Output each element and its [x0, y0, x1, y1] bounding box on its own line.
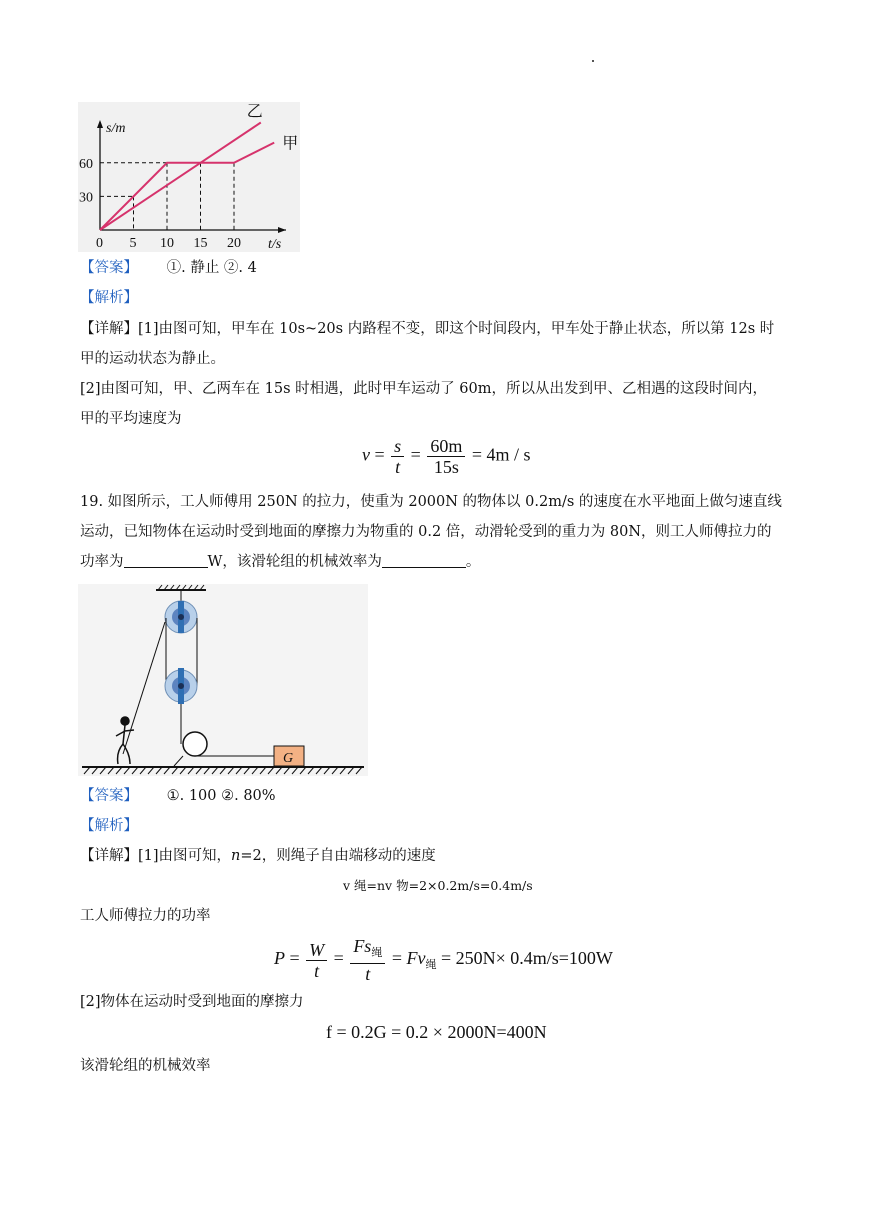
x-tick-label-10: 10 [160, 236, 174, 251]
fixed-pulley [165, 601, 197, 633]
detail-line-4: 甲的平均速度为 [80, 411, 182, 427]
y-tick-label-30: 30 [79, 190, 93, 206]
series-label-0: 甲 [282, 133, 299, 153]
distance-time-chart [78, 102, 300, 252]
power-formula: P = $\frac{W}{t}$ = $\frac{Fs_绳}{t}$ = $Fv_绳 = 250N\times 0.4m/s=100W$ [274, 936, 613, 984]
answer-blank-2 [382, 553, 466, 568]
question-19-line-2: 运动，已知物体在运动时受到地面的摩擦力为物重的 0.2 倍，动滑轮受到的重力为 80N，则工人师傅拉力的 [80, 524, 772, 540]
analysis-tag: 【解析】 [80, 290, 138, 306]
block-label: G [283, 751, 294, 766]
pulley-diagram [78, 584, 368, 776]
x-axis-label: t/s [268, 237, 282, 252]
detail2-line-3: [2]物体在运动时受到地面的摩擦力 [80, 994, 304, 1010]
question-19-line-1: 19. 如图所示，工人师傅用 250N 的拉力，使重为 2000N 的物体以 0.2m/s 的速度在水平地面上做匀速直线 [80, 494, 782, 510]
x-tick-label-20: 20 [227, 236, 241, 251]
velocity-formula: v = $\frac{s}{t}$ = $\frac{60m}{15s}$ = 4m / s [362, 436, 531, 477]
question-19-line-3: 功率为 W，该滑轮组的机械效率为 。 [80, 554, 481, 570]
answer-tag: 【答案】 [80, 260, 138, 276]
answer-line-2 [80, 786, 276, 806]
x-tick-label-5: 5 [129, 236, 137, 251]
y-axis-label: s/m [106, 121, 126, 136]
series-label-1: 乙 [246, 102, 263, 121]
x-tick-label-15: 15 [193, 236, 208, 251]
y-tick-label-60: 60 [79, 156, 93, 172]
detail2-line-4: 该滑轮组的机械效率 [80, 1058, 211, 1074]
header-dot [592, 60, 594, 62]
rope-speed-formula: v 绳=nv 物=2×0.2m/s=0.4m/s [343, 878, 533, 893]
block-g [274, 746, 304, 766]
detail2-line-1: 【详解】[1]由图可知，n=2，则绳子自由端移动的速度 [80, 848, 436, 864]
detail-line-2: 甲的运动状态为静止。 [80, 351, 225, 367]
detail2-line-2: 工人师傅拉力的功率 [80, 908, 211, 924]
answer-text-2: ①. 100 ②. 80% [166, 788, 276, 804]
answer-text: ①. 静止 ②. 4 [166, 260, 257, 276]
friction-formula: f = 0.2G = 0.2 × 2000N=400N [326, 1022, 547, 1042]
detail-line-3: [2]由图可知，甲、乙两车在 15s 时相遇，此时甲车运动了 60m，所以从出发到甲、乙相遇的这段时间内， [80, 381, 767, 397]
answer-tag-2: 【答案】 [80, 788, 138, 804]
answer-blank-1 [124, 553, 208, 568]
analysis-tag-2: 【解析】 [80, 818, 138, 834]
answer-line-1 [80, 258, 257, 278]
x-tick-label-0: 0 [96, 236, 103, 251]
detail-line-1: 【详解】[1]由图可知，甲车在 10s~20s 内路程不变，即这个时间段内，甲车处于静止状态，所以第 12s 时 [80, 321, 775, 337]
